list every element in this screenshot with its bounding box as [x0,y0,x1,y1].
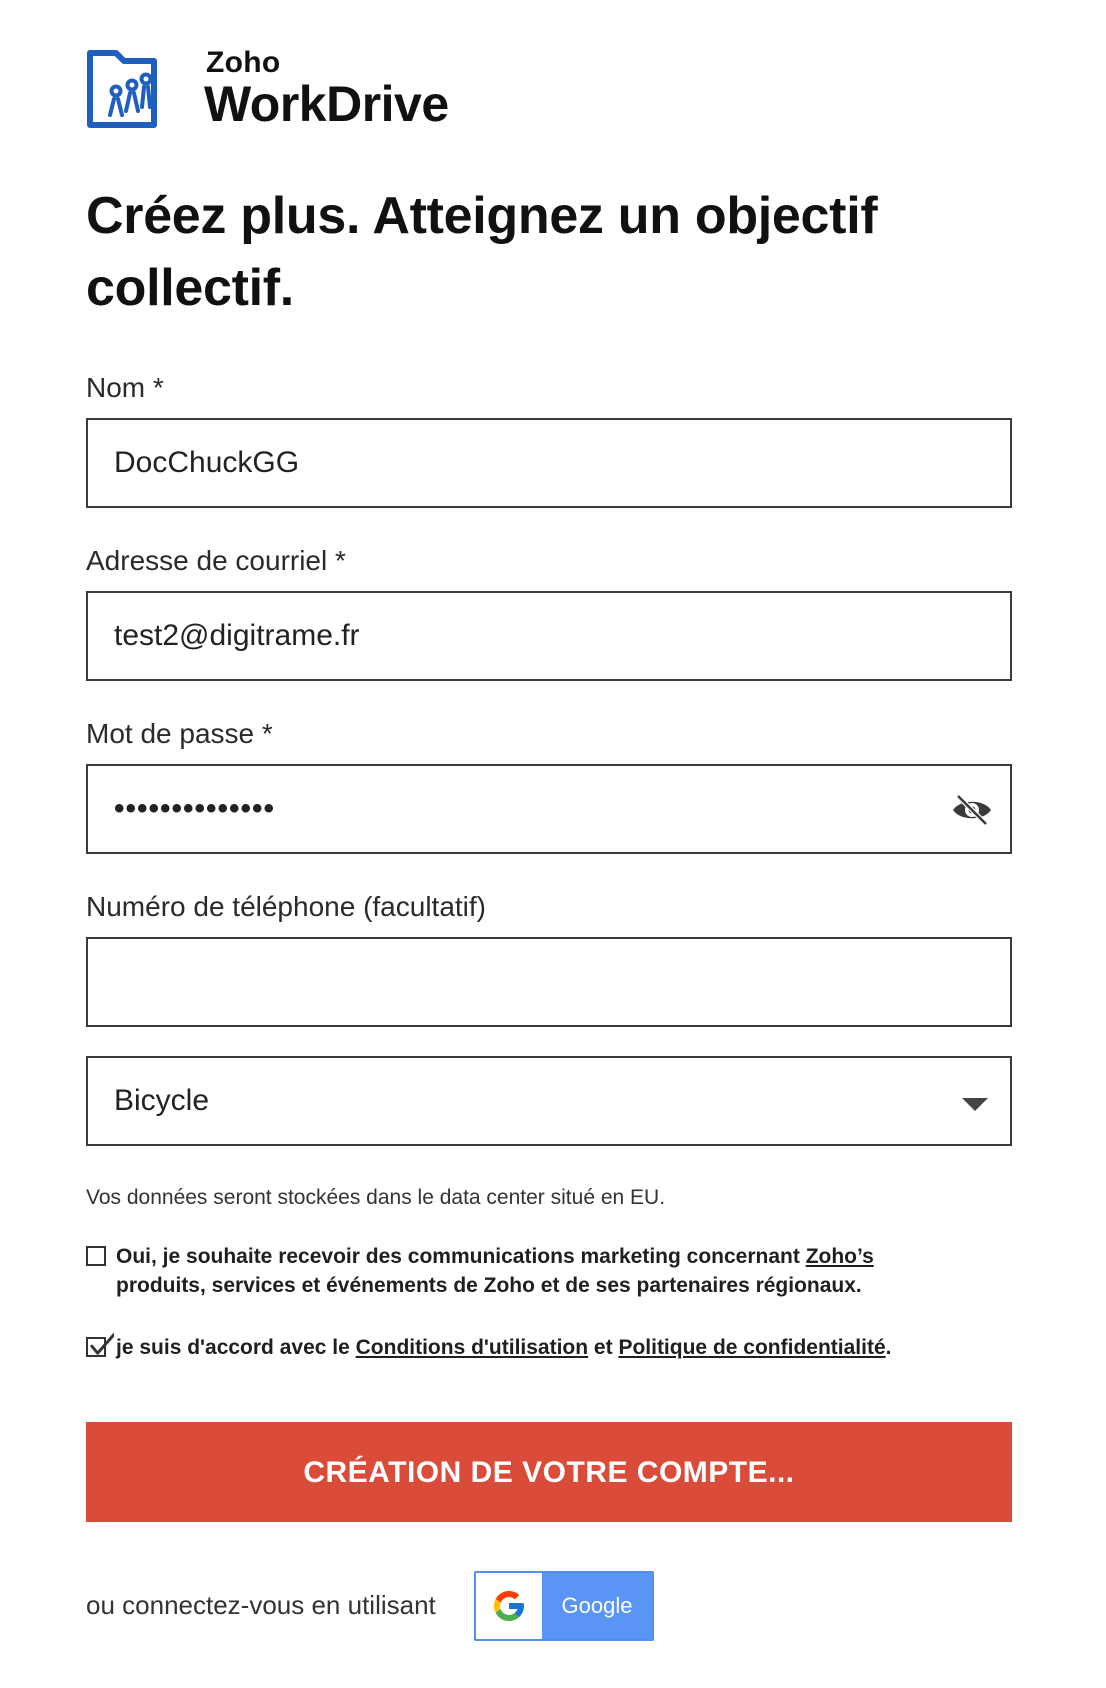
country-select-value: Bicycle [114,1084,210,1117]
phone-label: Numéro de téléphone (facultatif) [86,891,486,922]
data-center-info: Vos données seront stockées dans le data center situé en EU. [86,1186,666,1209]
email-label: Adresse de courriel * [86,545,346,576]
checkmark-icon [86,1331,114,1359]
name-label: Nom * [86,372,164,403]
name-field[interactable] [86,418,1012,508]
marketing-checkbox[interactable] [86,1246,106,1266]
privacy-link[interactable]: Politique de confidentialité [618,1336,886,1359]
password-label: Mot de passe * [86,718,273,749]
brand-logo [86,44,486,136]
terms-checkbox[interactable] [86,1337,106,1357]
brand-name-small: Zoho [206,46,281,79]
marketing-text [116,1242,956,1300]
phone-field[interactable] [86,937,1012,1027]
marketing-text-end: produits, services et événements de Zoho et de ses partenaires régionaux. [116,1274,862,1297]
google-logo-box [476,1573,542,1639]
name-value: DocChuckGG [114,446,300,479]
create-account-button[interactable]: CRÉATION DE VOTRE COMPTE... [86,1422,1012,1522]
page-title: Créez plus. Atteignez un objectif collectif. [86,187,878,317]
eye-slash-icon[interactable] [950,790,994,830]
terms-text-start: je suis d'accord avec le [116,1336,356,1359]
zoho-link[interactable]: Zoho’s [805,1245,874,1268]
email-value: test2@digitrame.fr [114,619,360,652]
terms-link[interactable]: Conditions d'utilisation [355,1336,589,1359]
google-label: Google [561,1593,633,1618]
caret-down-icon [962,1098,988,1111]
alt-signin-text: ou connectez-vous en utilisant [86,1590,436,1620]
terms-text-end: . [885,1336,892,1359]
folder-people-icon [86,47,158,131]
country-select[interactable] [86,1056,1012,1146]
terms-text-middle: et [588,1336,619,1359]
google-g-icon [491,1588,527,1624]
brand-name: WorkDrive [204,76,449,132]
google-signin-button[interactable] [474,1571,654,1641]
marketing-text-start: Oui, je souhaite recevoir des communications marketing concernant [116,1245,806,1268]
terms-text [116,1333,956,1362]
email-field[interactable] [86,591,1012,681]
password-field[interactable] [86,764,1012,854]
password-value: •••••••••••••• [114,792,276,825]
